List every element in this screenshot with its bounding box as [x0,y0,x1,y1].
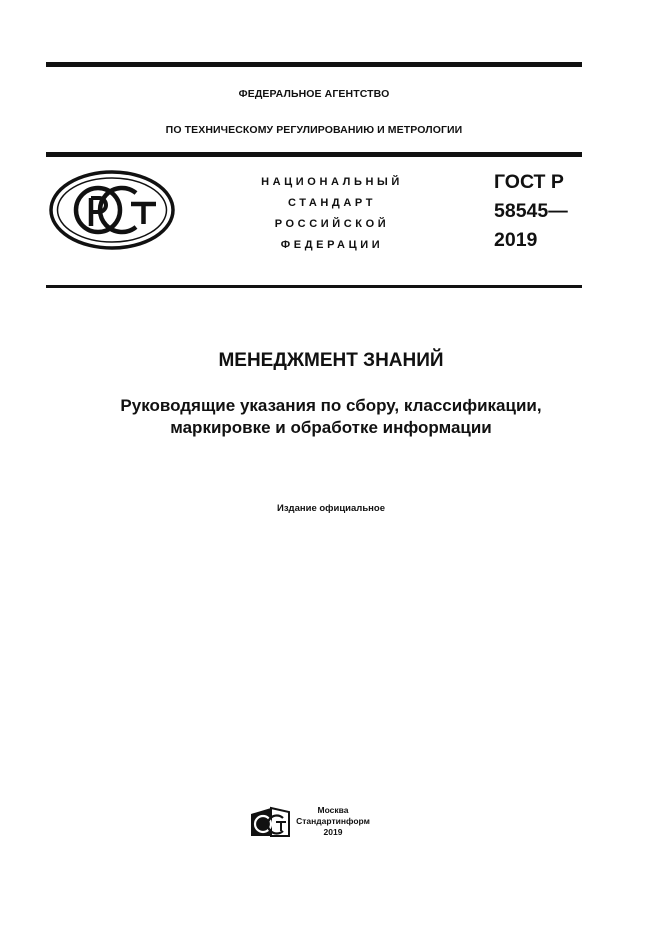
standard-type-line: НАЦИОНАЛЬНЫЙ [261,176,403,188]
standard-type [226,172,438,256]
standard-code-line1: ГОСТ Р [494,171,564,193]
standard-code [494,168,568,255]
subtitle-line1: Руководящие указания по сбору, классификации, [120,396,542,415]
standard-type-line: РОССИЙСКОЙ [274,218,390,230]
publisher-info [296,805,370,838]
publisher-city: Москва [317,805,349,815]
standard-type-line: ФЕДЕРАЦИИ [280,239,384,251]
block-bottom-rule [46,285,582,288]
publisher-year: 2019 [323,827,343,837]
edition-label: Издание официальное [277,503,385,514]
standard-code-line2: 58545— [494,200,568,222]
document-subtitle [46,395,616,439]
standard-code-line3: 2019 [494,229,538,251]
document-title: МЕНЕДЖМЕНТ ЗНАНИЙ [218,350,444,371]
top-rule [46,62,582,67]
standartinform-logo-icon [249,806,291,838]
agency-name-line1: ФЕДЕРАЛЬНОЕ АГЕНТСТВО [238,88,390,100]
header-rule [46,152,582,157]
agency-name-line2: ПО ТЕХНИЧЕСКОМУ РЕГУЛИРОВАНИЮ И МЕТРОЛОГИИ [165,124,463,136]
standard-type-line: СТАНДАРТ [287,197,377,209]
subtitle-line2: маркировке и обработке информации [170,418,492,437]
rst-mark-icon [48,168,176,252]
publisher-name: Стандартинформ [296,816,370,826]
